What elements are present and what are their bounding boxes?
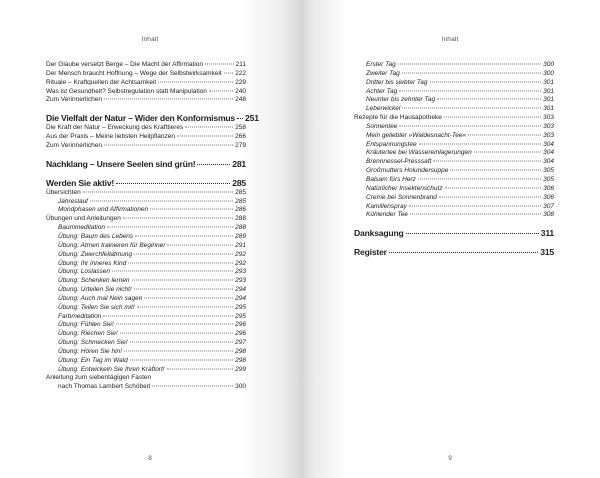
running-head: Inhalt <box>441 36 459 43</box>
toc-entry-title: Mein geliebter »Waldesnacht-Tee« <box>366 131 467 139</box>
toc-subentry[interactable] <box>46 286 246 295</box>
toc-entry-title: Rezepte für die Hausapotheke <box>354 114 442 122</box>
toc-entry-title: Der Glaube versetzt Berge – Die Macht der Affirmation <box>46 61 204 68</box>
toc-subentry[interactable] <box>354 141 554 150</box>
leader-dots <box>474 152 541 153</box>
toc-subentry[interactable] <box>46 304 246 313</box>
leader-dots <box>409 205 541 206</box>
leader-dots <box>209 90 233 91</box>
leader-dots <box>150 209 233 210</box>
toc-subentry[interactable] <box>46 224 246 233</box>
toc-entry[interactable] <box>46 133 246 142</box>
toc-entry-page: 240 <box>235 87 246 95</box>
leader-dots <box>116 183 230 184</box>
leader-dots <box>445 187 542 188</box>
toc-chapter-title: Danksagung <box>354 228 404 239</box>
toc-subentry[interactable] <box>46 339 246 348</box>
table-of-contents <box>354 61 554 258</box>
toc-entry-title: Übung: Zwerchfellatmung <box>58 250 133 258</box>
toc-entry-page: 279 <box>235 141 246 149</box>
toc-entry-title: Anleitung zum siebentägigen Fasten <box>46 374 152 382</box>
leader-dots <box>134 253 233 254</box>
leader-dots <box>185 127 233 128</box>
leader-dots <box>112 271 233 272</box>
toc-entry-continuation[interactable] <box>46 383 246 392</box>
toc-entry[interactable] <box>46 88 246 97</box>
toc-entry-page: 292 <box>235 250 246 258</box>
toc-entry-title: Baummeditation <box>58 224 105 232</box>
leader-dots <box>167 368 234 369</box>
table-of-contents <box>46 61 259 392</box>
toc-entry-page: 286 <box>235 206 246 214</box>
toc-entry-title: Übung: Riechen Sie! <box>58 330 118 338</box>
leader-dots <box>224 72 233 73</box>
toc-chapter-title: Register <box>354 247 387 258</box>
toc-entry-page: 295 <box>235 312 246 320</box>
toc-entry-title: Übung: Urteilen Sie nicht! <box>58 286 132 294</box>
leader-dots <box>437 99 541 100</box>
toc-subentry[interactable] <box>46 233 246 242</box>
toc-chapter-page: 315 <box>540 247 554 258</box>
toc-entry-page: 304 <box>543 140 554 148</box>
toc-entry-page: 293 <box>235 268 246 276</box>
leader-dots <box>137 306 233 307</box>
leader-dots <box>205 64 234 65</box>
toc-entry-page: 306 <box>543 184 554 192</box>
toc-entry-title: Übung: Auch mal Nein sagen <box>58 294 143 302</box>
toc-entry-page: 308 <box>543 211 554 219</box>
toc-entry-page: 304 <box>543 149 554 157</box>
toc-entry-page: 288 <box>235 224 246 232</box>
toc-entry-page: 301 <box>543 96 554 104</box>
toc-entry-page: 298 <box>235 356 246 364</box>
toc-chapter-page: 251 <box>245 113 259 124</box>
right-page <box>300 0 600 478</box>
toc-entry-title: Jahreslauf <box>58 197 88 205</box>
toc-subentry[interactable] <box>46 348 246 357</box>
toc-entry-title: Übung: Teilen Sie sich mit! <box>58 303 135 311</box>
toc-entry-title: Übung: Baum des Lebens <box>58 232 134 240</box>
leader-dots <box>132 280 234 281</box>
leader-dots <box>107 227 233 228</box>
toc-entry-page: 222 <box>235 69 246 77</box>
toc-entry-title: Zum Verinnerlichen <box>46 96 102 104</box>
toc-subentry[interactable] <box>46 330 246 339</box>
leader-dots <box>410 214 541 215</box>
toc-subentry[interactable] <box>354 88 554 97</box>
toc-entry-title: Balsam fürs Herz <box>366 175 416 183</box>
toc-entry-page: 296 <box>235 321 246 329</box>
toc-entry-title: Übung: Loslassen <box>58 268 111 276</box>
toc-entry-page: 303 <box>543 114 554 122</box>
toc-entry-page: 300 <box>543 69 554 77</box>
toc-entry-title: Übung: Ihr inneres Kind <box>58 259 127 267</box>
leader-dots <box>439 196 541 197</box>
toc-entry-page: 303 <box>543 131 554 139</box>
page-number: 9 <box>448 455 452 462</box>
toc-entry[interactable] <box>46 189 246 198</box>
leader-dots <box>177 136 233 137</box>
toc-subentry[interactable] <box>46 251 246 260</box>
toc-subentry[interactable] <box>46 198 246 207</box>
toc-entry-page: 292 <box>235 259 246 267</box>
toc-entry-page: 307 <box>543 202 554 210</box>
leader-dots <box>130 342 233 343</box>
toc-entry-title: Rituale – Kraftquellen der Achtsamkeit <box>46 78 157 86</box>
toc-subentry[interactable] <box>354 61 554 70</box>
toc-entry-page: 301 <box>543 105 554 113</box>
page-number: 8 <box>148 455 152 462</box>
toc-entry-title: Übersichten <box>46 188 81 196</box>
toc-entry-title: Übung: Entwickeln Sie Ihren Kraftort! <box>58 365 165 373</box>
toc-entry-title: Übung: Schenken lernen <box>58 277 130 285</box>
toc-subentry[interactable] <box>354 211 554 220</box>
toc-entry-title: Creme bei Sonnenbrand <box>366 193 437 201</box>
toc-entry-title: Dritter bis siebter Tag <box>366 78 428 86</box>
leader-dots <box>402 108 541 109</box>
toc-entry-page: 305 <box>543 167 554 175</box>
toc-subentry[interactable] <box>354 149 554 158</box>
toc-subentry[interactable] <box>46 295 246 304</box>
leader-dots <box>104 144 233 145</box>
toc-entry-page: 291 <box>235 241 246 249</box>
leader-dots <box>430 81 542 82</box>
leader-dots <box>402 72 541 73</box>
toc-entry-title: nach Thomas Lambert Schöberl <box>58 383 151 391</box>
toc-entry-page: 294 <box>235 286 246 294</box>
leader-dots <box>399 125 541 126</box>
toc-entry-title: Übung: Fühlen Sie! <box>58 321 114 329</box>
toc-entry-page: 300 <box>543 61 554 68</box>
toc-entry-title: Farbmeditation <box>58 312 102 320</box>
leader-dots <box>468 134 541 135</box>
toc-entry-page: 295 <box>235 303 246 311</box>
toc-entry-title: Übung: Hören Sie hin! <box>58 347 122 355</box>
toc-chapter-title: Werden Sie aktiv! <box>46 177 115 188</box>
leader-dots <box>433 161 541 162</box>
toc-chapter-page: 285 <box>232 177 246 188</box>
leader-dots <box>104 99 233 100</box>
toc-subentry[interactable] <box>354 123 554 132</box>
toc-entry[interactable] <box>46 215 246 224</box>
leader-dots <box>128 262 233 263</box>
toc-subentry[interactable] <box>46 321 246 330</box>
toc-entry-title: Leberwickel <box>366 105 401 113</box>
leader-dots <box>418 178 541 179</box>
leader-dots <box>419 143 542 144</box>
toc-entry-page: 303 <box>543 122 554 130</box>
toc-entry-title: Brennnessel-Presssaft <box>366 158 432 166</box>
leader-dots <box>144 297 233 298</box>
toc-chapter[interactable] <box>46 178 246 189</box>
toc-subentry[interactable] <box>46 268 246 277</box>
toc-entry-page: 285 <box>235 197 246 205</box>
toc-entry-page: 301 <box>543 78 554 86</box>
toc-entry[interactable] <box>46 70 246 79</box>
leader-dots <box>237 118 243 119</box>
toc-subentry[interactable] <box>46 242 246 251</box>
toc-entry[interactable] <box>354 114 554 123</box>
leader-dots <box>399 90 541 91</box>
toc-entry-title: Aus der Praxis – Meine liebsten Heilpflanzen <box>46 133 175 141</box>
toc-subentry[interactable] <box>354 70 554 79</box>
toc-entry-page: 300 <box>235 383 246 391</box>
toc-entry-title: Sonnentee <box>366 122 398 130</box>
toc-entry-page: 285 <box>235 188 246 196</box>
toc-entry-page: 305 <box>543 175 554 183</box>
toc-subentry[interactable] <box>354 194 554 203</box>
toc-entry-page: 266 <box>235 133 246 141</box>
toc-entry-title: Achter Tag <box>366 87 398 95</box>
leader-dots <box>197 164 230 165</box>
toc-subentry[interactable] <box>354 132 554 141</box>
toc-entry-title: Großmutters Holundersuppe <box>366 167 449 175</box>
toc-subentry[interactable] <box>46 206 246 215</box>
toc-entry-title: Kamillenspray <box>366 202 407 210</box>
toc-entry-page: 229 <box>235 78 246 86</box>
toc-entry-title: Übung: Schmecken Sie! <box>58 339 128 347</box>
leader-dots <box>135 235 233 236</box>
toc-subentry[interactable] <box>354 105 554 114</box>
toc-entry-title: Der Mensch braucht Hoffnung – Wege der Selbstwirksamkeit <box>46 69 222 77</box>
toc-subentry[interactable] <box>354 203 554 212</box>
leader-dots <box>120 333 234 334</box>
toc-subentry[interactable] <box>354 158 554 167</box>
toc-entry-page: 248 <box>235 96 246 104</box>
toc-subentry[interactable] <box>46 277 246 286</box>
toc-entry-page: 258 <box>235 124 246 132</box>
leader-dots <box>124 350 233 351</box>
leader-dots <box>123 218 233 219</box>
leader-dots <box>450 170 541 171</box>
leader-dots <box>152 386 233 387</box>
toc-entry-title: Kräutertee bei Wassereinlagerungen <box>366 149 472 157</box>
toc-entry[interactable] <box>46 124 246 133</box>
leader-dots <box>167 244 233 245</box>
toc-chapter[interactable] <box>354 228 554 239</box>
toc-entry-title: Entspannungstee <box>366 140 417 148</box>
toc-entry-page: 294 <box>235 294 246 302</box>
toc-entry-page: 288 <box>235 215 246 223</box>
toc-subentry[interactable] <box>46 357 246 366</box>
toc-chapter-page: 281 <box>232 158 246 169</box>
leader-dots <box>444 117 541 118</box>
toc-chapter-title: Nachklang – Unsere Seelen sind grün! <box>46 158 196 169</box>
toc-entry-title: Übungen und Anleitungen <box>46 215 121 223</box>
leader-dots <box>90 200 233 201</box>
toc-chapter-title: Die Vielfalt der Natur – Wider den Konformismus <box>46 113 236 124</box>
toc-entry-title: Zum Verinnerlichen <box>46 141 102 149</box>
toc-subentry[interactable] <box>354 176 554 185</box>
toc-entry-page: 298 <box>235 347 246 355</box>
toc-entry-page: 299 <box>235 365 246 373</box>
leader-dots <box>130 359 233 360</box>
toc-entry[interactable] <box>46 374 246 383</box>
toc-entry[interactable] <box>46 142 246 151</box>
toc-subentry[interactable] <box>354 96 554 105</box>
toc-entry-title: Neunter bis zehnter Tag <box>366 96 436 104</box>
toc-entry-title: Zweiter Tag <box>366 69 400 77</box>
leader-dots <box>103 315 233 316</box>
toc-entry-page: 296 <box>235 330 246 338</box>
toc-entry-title: Erster Tag <box>366 61 396 68</box>
toc-chapter[interactable] <box>46 159 246 170</box>
leader-dots <box>116 324 233 325</box>
toc-subentry[interactable] <box>354 79 554 88</box>
toc-entry-page: 297 <box>235 339 246 347</box>
running-head: Inhalt <box>141 36 159 43</box>
toc-entry-title: Natürlicher Insektenschutz <box>366 184 443 192</box>
leader-dots <box>398 64 541 65</box>
leader-dots <box>83 191 233 192</box>
toc-entry-title: Übung: Atmen trainieren für Beginner <box>58 241 166 249</box>
toc-entry-page: 289 <box>235 232 246 240</box>
toc-chapter[interactable] <box>46 113 259 124</box>
toc-entry[interactable] <box>46 96 246 105</box>
toc-subentry[interactable] <box>354 167 554 176</box>
toc-entry-page: 211 <box>235 61 246 68</box>
toc-entry-title: Kühlender Tee <box>366 211 409 219</box>
toc-chapter[interactable] <box>354 247 554 258</box>
toc-entry[interactable] <box>46 61 246 70</box>
toc-entry-page: 301 <box>543 87 554 95</box>
toc-entry-title: Übung: Ein Tag im Wald <box>58 356 128 364</box>
leader-dots <box>389 252 538 253</box>
toc-entry-page: 306 <box>543 193 554 201</box>
toc-chapter-page: 311 <box>540 228 554 239</box>
toc-entry-title: Die Kraft der Natur – Erweckung des Krafttieres <box>46 124 184 132</box>
toc-subentry[interactable] <box>354 185 554 194</box>
leader-dots <box>406 233 539 234</box>
toc-entry-page: 293 <box>235 277 246 285</box>
toc-entry[interactable] <box>46 79 246 88</box>
leader-dots <box>158 81 233 82</box>
toc-entry-title: Was ist Gesundheit? Selbstregulation statt Manipulation <box>46 87 207 95</box>
toc-subentry[interactable] <box>46 366 246 375</box>
toc-entry-page: 304 <box>543 158 554 166</box>
toc-entry-title: Mondphasen und Affirmationen <box>58 206 149 214</box>
leader-dots <box>134 289 233 290</box>
